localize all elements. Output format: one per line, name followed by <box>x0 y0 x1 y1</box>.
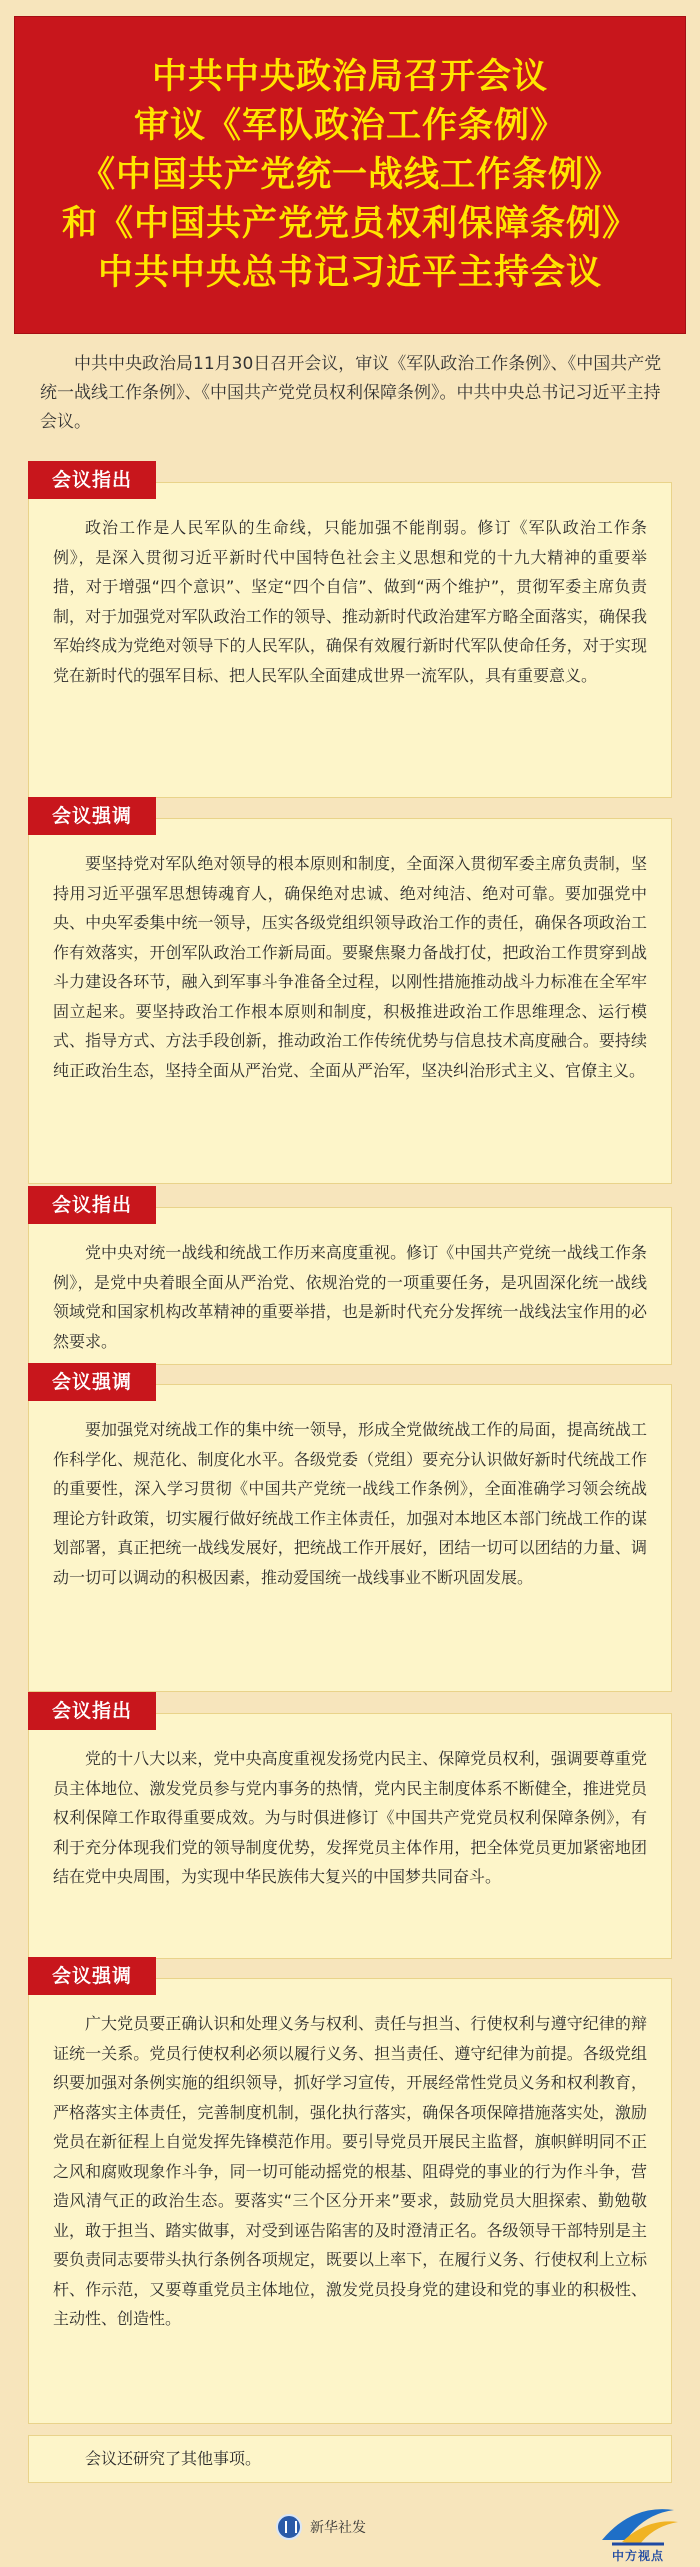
headline-line-4: 和《中国共产党党员权利保障条例》 <box>61 203 638 244</box>
section-tag-4: 会议强调 <box>28 1363 156 1401</box>
section-tag-5: 会议指出 <box>28 1692 156 1730</box>
agency-credit: 新华社发 <box>310 2520 366 2536</box>
headline-line-2: 审议《军队政治工作条例》 <box>133 105 566 146</box>
section-box-2 <box>28 818 672 1184</box>
section-box-3 <box>28 1207 672 1365</box>
xinhua-credit <box>276 2514 366 2540</box>
zhongfang-logo <box>592 2500 684 2564</box>
section-tag-1: 会议指出 <box>28 461 156 499</box>
section-box-6 <box>28 1978 672 2424</box>
footer <box>0 2496 700 2567</box>
section-text-1: 政治工作是人民军队的生命线，只能加强不能削弱。修订《军队政治工作条例》，是深入贯彻习近平新时代中国特色社会主义思想和党的十九大精神的重要举措，对于增强“四个意识”、坚定“四个自信”、做到“两个维护”，贯彻军委主席负责制，对于加强党对军队政治工作的领导、推动新时代政治建军方略全面落实，确保我军始终成为党绝对领导下的人民军队，确保有效履行新时代军队使命任务，对于实现党在新时代的强军目标、把人民军队全面建成世界一流军队，具有重要意义。 <box>53 518 647 685</box>
headline-line-3: 《中国共产党统一战线工作条例》 <box>79 154 620 195</box>
section-text-4: 要加强党对统战工作的集中统一领导，形成全党做统战工作的局面，提高统战工作科学化、规范化、制度化水平。各级党委（党组）要充分认识做好新时代统战工作的重要性，深入学习贯彻《中国共产党统一战线工作条例》，全面准确学习领会统战理论方针政策，切实履行做好统战工作主体责任，加强对本地区本部门统战工作的谋划部署，真正把统一战线发展好，把统战工作开展好，团结一切可以团结的力量、调动一切可以调动的积极因素，推动爱国统一战线事业不断巩固发展。 <box>53 1420 647 1587</box>
headline-line-5: 中共中央总书记习近平主持会议 <box>97 252 602 293</box>
brand-name: 中方视点 <box>611 2549 664 2563</box>
section-tag-6: 会议强调 <box>28 1957 156 1995</box>
section-tag-2: 会议强调 <box>28 797 156 835</box>
section-text-3: 党中央对统一战线和统战工作历来高度重视。修订《中国共产党统一战线工作条例》，是党中央着眼全面从严治党、依规治党的一项重要任务，是巩固深化统一战线领域党和国家机构改革精神的重要举措，也是新时代充分发挥统一战线法宝作用的必然要求。 <box>53 1243 647 1351</box>
xinhua-logo-icon <box>276 2514 302 2540</box>
section-tag-3: 会议指出 <box>28 1186 156 1224</box>
section-text-2: 要坚持党对军队绝对领导的根本原则和制度，全面深入贯彻军委主席负责制，坚持用习近平强军思想铸魂育人，确保绝对忠诚、绝对纯洁、绝对可靠。要加强党中央、中央军委集中统一领导，压实各级党组织领导政治工作的责任，确保各项政治工作有效落实，开创军队政治工作新局面。要聚焦聚力备战打仗，把政治工作贯穿到战斗力建设各环节，融入到军事斗争准备全过程，以刚性措施推动战斗力标准在全军牢固立起来。要坚持政治工作根本原则和制度，积极推进政治工作思维理念、运行模式、指导方式、方法手段创新，推动政治工作传统优势与信息技术高度融合。要持续纯正政治生态，坚持全面从严治党、全面从严治军，坚决纠治形式主义、官僚主义。 <box>53 854 647 1080</box>
closing-note: 会议还研究了其他事项。 <box>28 2435 672 2483</box>
section-box-5 <box>28 1713 672 1959</box>
section-text-5: 党的十八大以来，党中央高度重视发扬党内民主、保障党员权利，强调要尊重党员主体地位、激发党员参与党内事务的热情，党内民主制度体系不断健全，推进党员权利保障工作取得重要成效。为与时俱进修订《中国共产党党员权利保障条例》，有利于充分体现我们党的领导制度优势，发挥党员主体作用，把全体党员更加紧密地团结在党中央周围，为实现中华民族伟大复兴的中国梦共同奋斗。 <box>53 1749 647 1886</box>
intro-paragraph: 中共中央政治局11月30日召开会议，审议《军队政治工作条例》、《中国共产党统一战线工作条例》、《中国共产党党员权利保障条例》。中共中央总书记习近平主持会议。 <box>40 354 662 432</box>
section-box-4 <box>28 1384 672 1692</box>
headline-banner <box>14 16 686 334</box>
zhongfang-swoosh-icon <box>592 2500 684 2548</box>
section-box-1 <box>28 482 672 798</box>
section-text-6: 广大党员要正确认识和处理义务与权利、责任与担当、行使权利与遵守纪律的辩证统一关系。党员行使权利必须以履行义务、担当责任、遵守纪律为前提。各级党组织要加强对条例实施的组织领导，抓好学习宣传，开展经常性党员义务和权利教育，严格落实主体责任，完善制度机制，强化执行落实，确保各项保障措施落实处，激励党员在新征程上自觉发挥先锋模范作用。要引导党员开展民主监督，旗帜鲜明同不正之风和腐败现象作斗争，同一切可能动摇党的根基、阻碍党的事业的行为作斗争，营造风清气正的政治生态。要落实“三个区分开来”要求，鼓励党员大胆探索、勤勉敬业，敢于担当、踏实做事，对受到诬告陷害的及时澄清正名。各级领导干部特别是主要负责同志要带头执行条例各项规定，既要以上率下，在履行义务、行使权利上立标杆、作示范，又要尊重党员主体地位，激发党员投身党的建设和党的事业的积极性、主动性、创造性。 <box>53 2014 647 2328</box>
headline-line-1: 中共中央政治局召开会议 <box>151 56 548 97</box>
